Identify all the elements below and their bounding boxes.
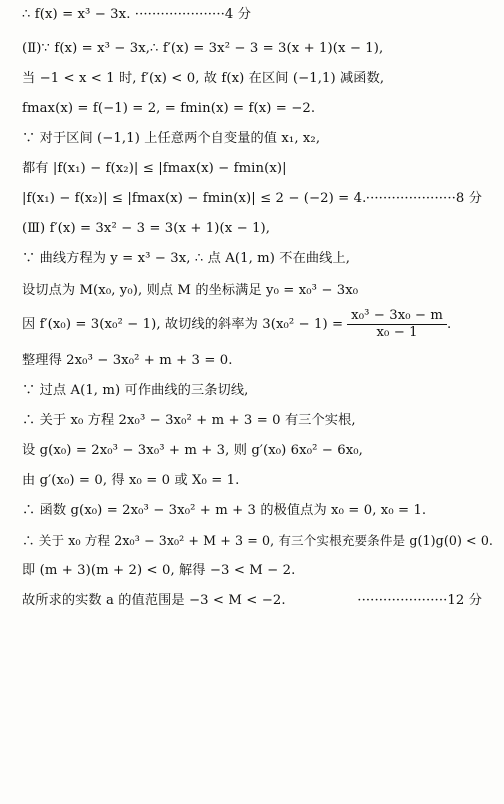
line-08: (Ⅲ) f′(x) = 3x² − 3 = 3(x + 1)(x − 1), bbox=[22, 221, 271, 236]
line-03: 当 −1 < x < 1 时, f′(x) < 0, 故 f(x) 在区间 (−1,1) 减函数, bbox=[22, 71, 385, 86]
score-12: ·····················12 分 bbox=[357, 593, 482, 608]
line-07: |f(x₁) − f(x₂)| ≤ |fmax(x) − fmin(x)| ≤ 2 − (−2) = 4. ·····················8 分 bbox=[22, 191, 482, 206]
fraction-numerator: x₀³ − 3x₀ − m bbox=[347, 308, 447, 325]
line-05: ∵ 对于区间 (−1,1) 上任意两个自变量的值 x₁, x₂, bbox=[22, 131, 321, 146]
line-02: (Ⅱ)∵ f(x) = x³ − 3x,∴ f′(x) = 3x² − 3 = 3(x + 1)(x − 1), bbox=[22, 41, 384, 56]
score-8: ·····················8 分 bbox=[365, 191, 482, 206]
line-01: ∴ f(x) = x³ − 3x. ·····················4 分 bbox=[22, 7, 251, 22]
line-14: ∴ 关于 x₀ 方程 2x₀³ − 3x₀² + m + 3 = 0 有三个实根, bbox=[22, 413, 356, 428]
line-04: fmax(x) = f(−1) = 2, = fmin(x) = f(x) = −2. bbox=[22, 101, 316, 116]
line-18: ∴ 关于 x₀ 方程 2x₀³ − 3x₀² + M + 3 = 0, 有三个实根充要条件是 g(1)g(0) < 0. bbox=[22, 533, 494, 548]
line-20: 故所求的实数 a 的值范围是 −3 < M < −2. ·····················12 分 bbox=[22, 593, 482, 608]
line-16: 由 g′(x₀) = 0, 得 x₀ = 0 或 X₀ = 1. bbox=[22, 473, 240, 488]
line-19: 即 (m + 3)(m + 2) < 0, 解得 −3 < M − 2. bbox=[22, 563, 296, 578]
line-10: 设切点为 M(x₀, y₀), 则点 M 的坐标满足 y₀ = x₀³ − 3x₀ bbox=[22, 283, 359, 298]
line-09: ∵ 曲线方程为 y = x³ − 3x, ∴ 点 A(1, m) 不在曲线上, bbox=[22, 251, 351, 266]
line-06: 都有 |f(x₁) − f(x₂)| ≤ |fmax(x) − fmin(x)| bbox=[22, 161, 287, 176]
line-12: 整理得 2x₀³ − 3x₀² + m + 3 = 0. bbox=[22, 353, 233, 368]
fraction-denominator: x₀ − 1 bbox=[376, 325, 418, 340]
line-13: ∵ 过点 A(1, m) 可作曲线的三条切线, bbox=[22, 383, 249, 398]
line-11: 因 f′(x₀) = 3(x₀² − 1), 故切线的斜率为 3(x₀² − 1) = $\frac{\text{x₀³ − 3x₀ − m}}{\text{x₀ − 1}}$ . bbox=[22, 308, 452, 340]
line-17: ∴ 函数 g(x₀) = 2x₀³ − 3x₀² + m + 3 的极值点为 x₀ = 0, x₀ = 1. bbox=[22, 503, 427, 518]
slope-fraction bbox=[347, 308, 447, 341]
line-15: 设 g(x₀) = 2x₀³ − 3x₀³ + m + 3, 则 g′(x₀) 6x₀² − 6x₀, bbox=[22, 443, 363, 458]
